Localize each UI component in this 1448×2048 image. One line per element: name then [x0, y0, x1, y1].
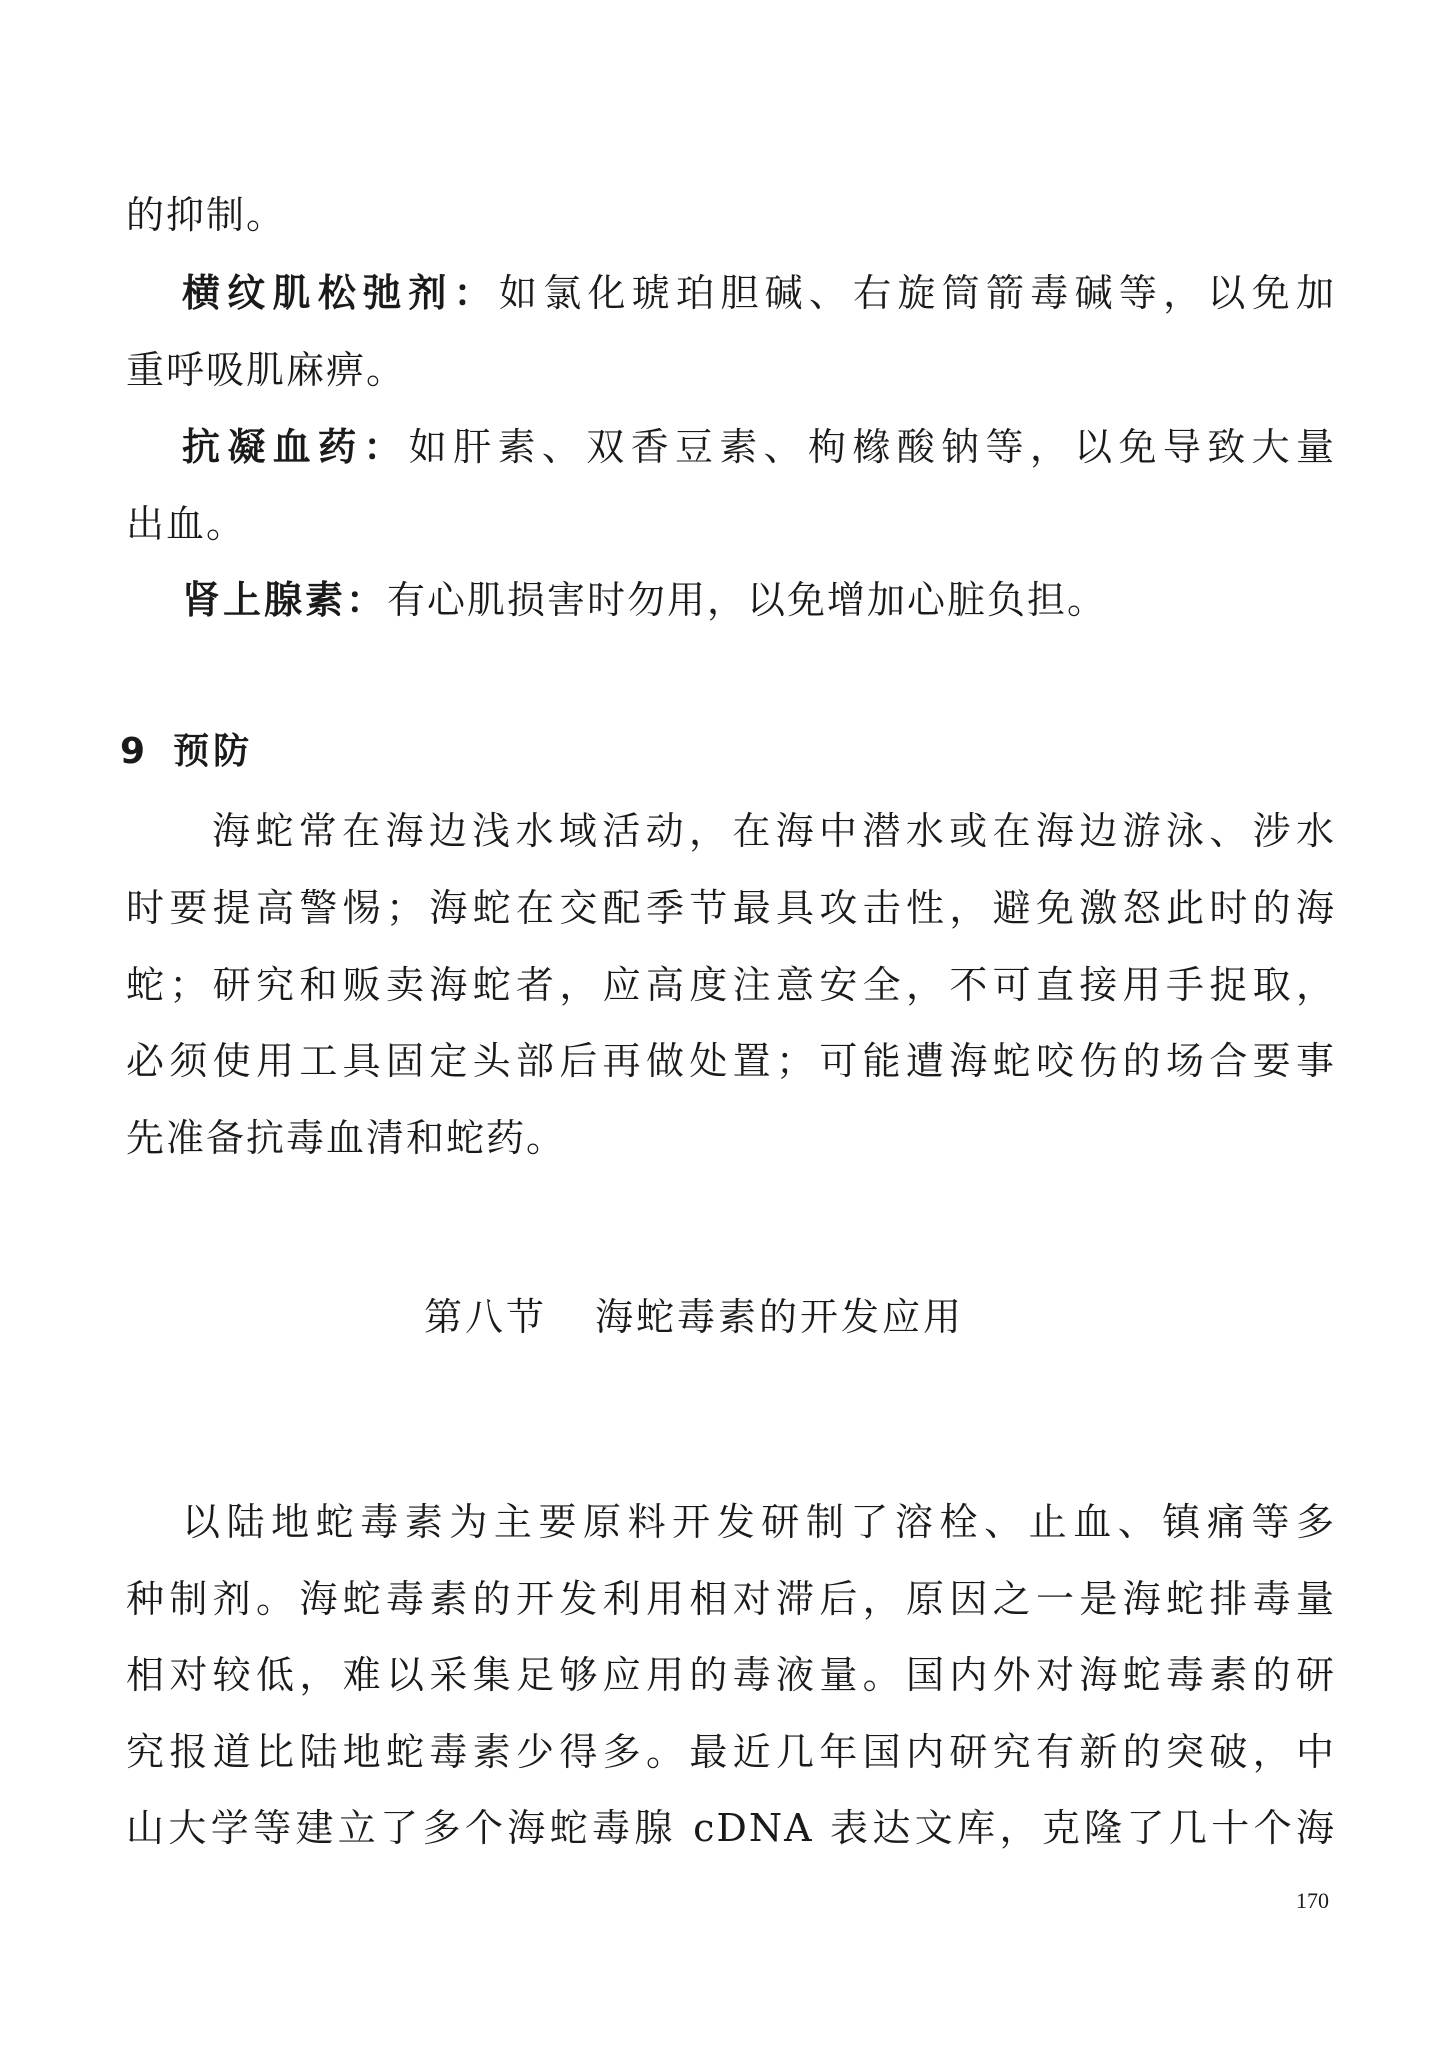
- body-text-line: 必须使用工具固定头部后再做处置；可能遭海蛇咬伤的场合要事: [126, 1039, 1336, 1083]
- body-text: 如氯化琥珀胆碱、右旋筒箭毒碱等，以免加: [498, 271, 1336, 315]
- body-text: 有心肌损害时勿用，以免增加心脏负担。: [387, 578, 1108, 622]
- body-text-line: 山大学等建立了多个海蛇毒腺 cDNA 表达文库，克隆了几十个海: [126, 1806, 1336, 1850]
- paragraph-epinephrine-line: [182, 575, 1336, 625]
- paragraph-anticoagulant-line: [182, 422, 1336, 472]
- body-text-line: 以陆地蛇毒素为主要原料开发研制了溶栓、止血、镇痛等多: [182, 1500, 1336, 1544]
- body-text: 如肝素、双香豆素、枸橼酸钠等，以免导致大量: [408, 425, 1336, 469]
- section-title-text: 海蛇毒素的开发应用: [595, 1295, 965, 1339]
- body-text-line: 海蛇常在海边浅水域活动，在海中潜水或在海边游泳、涉水: [212, 809, 1336, 853]
- paragraph-muscle-relaxant-line: [182, 268, 1336, 318]
- body-text-line: 出血。: [126, 502, 247, 546]
- section-number: 第八节: [423, 1295, 547, 1339]
- subsection-heading: [120, 727, 253, 777]
- heading-title: 预防: [173, 731, 254, 772]
- section-title: [0, 1292, 1418, 1342]
- body-text-line: 相对较低，难以采集足够应用的毒液量。国内外对海蛇毒素的研: [126, 1653, 1336, 1697]
- body-text-line: 种制剂。海蛇毒素的开发利用相对滞后，原因之一是海蛇排毒量: [126, 1577, 1336, 1621]
- term-epinephrine: 肾上腺素：: [182, 578, 388, 622]
- body-text-line: 蛇；研究和贩卖海蛇者，应高度注意安全，不可直接用手捉取，: [126, 963, 1336, 1007]
- page-number: 170: [1296, 1888, 1329, 1913]
- body-text-line: 的抑制。: [126, 193, 287, 237]
- heading-number: 9: [120, 731, 150, 772]
- body-text-line: 重呼吸肌麻痹。: [126, 348, 407, 392]
- term-muscle-relaxant: 横纹肌松弛剂：: [182, 271, 499, 315]
- body-text-line: 究报道比陆地蛇毒素少得多。最近几年国内研究有新的突破，中: [126, 1730, 1336, 1774]
- body-text-line: 时要提高警惕；海蛇在交配季节最具攻击性，避免激怒此时的海: [126, 886, 1336, 930]
- body-text-line: 先准备抗毒血清和蛇药。: [126, 1116, 567, 1160]
- term-anticoagulant: 抗凝血药：: [182, 425, 409, 469]
